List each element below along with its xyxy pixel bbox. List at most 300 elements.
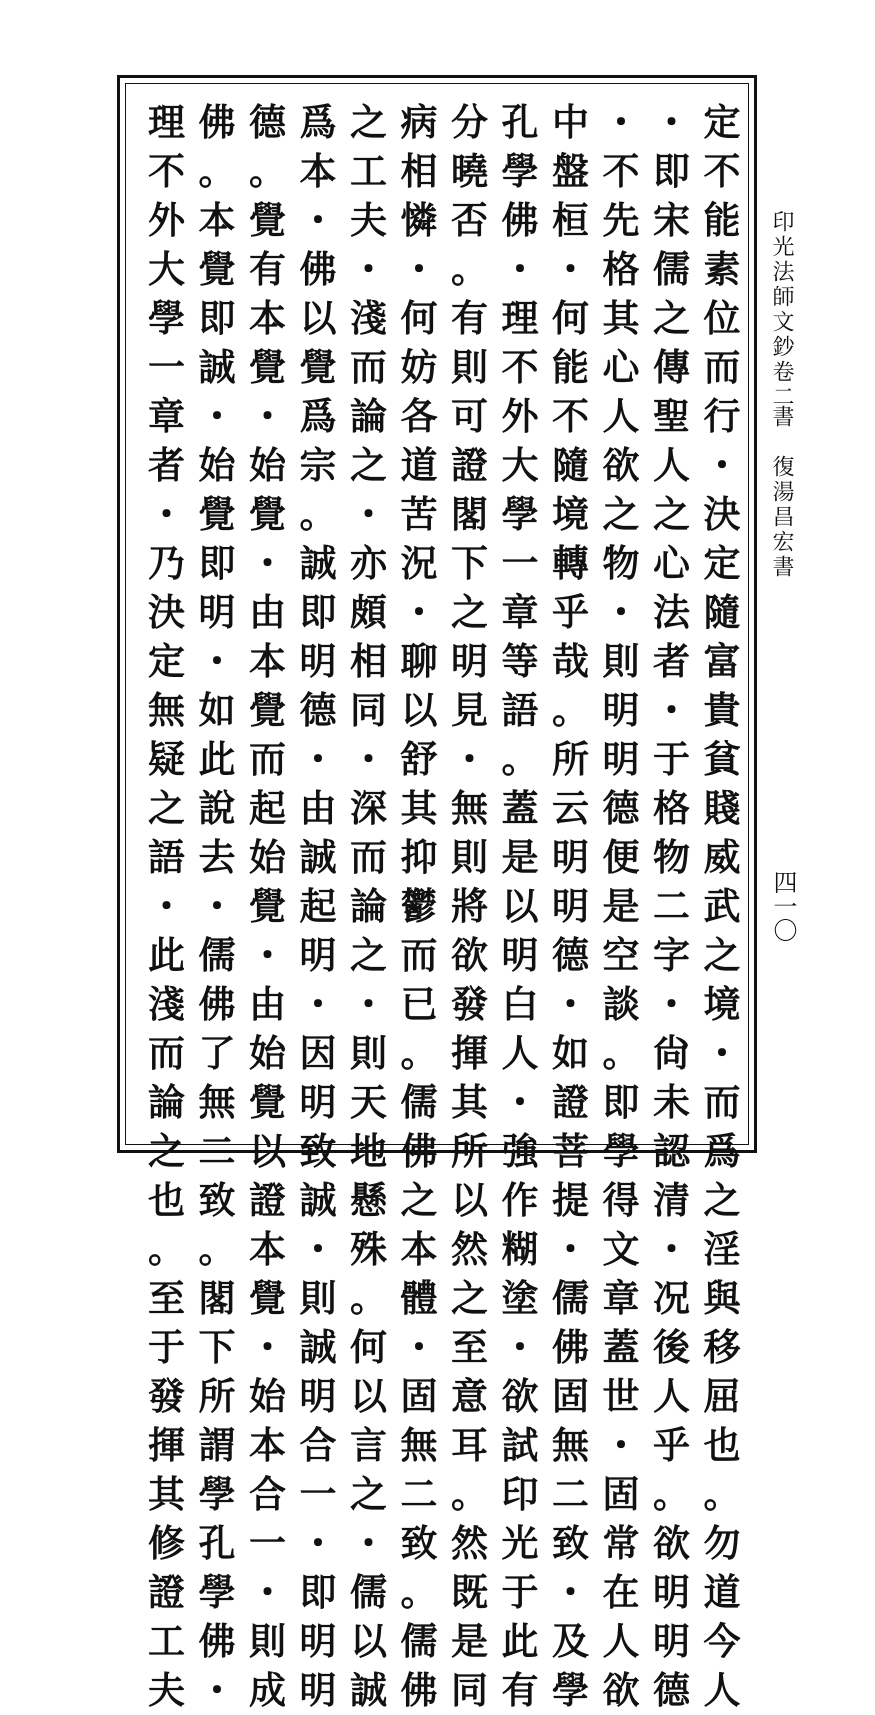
char: 隨 — [703, 590, 741, 634]
text-column — [343, 98, 395, 1712]
char: 儒 — [400, 1080, 438, 1124]
char: 本 — [249, 296, 286, 340]
char: 起 — [249, 786, 286, 830]
char: 。 — [451, 1472, 488, 1516]
text-column — [494, 98, 546, 1712]
char: ・ — [198, 394, 236, 438]
char: ・ — [552, 982, 589, 1026]
char: ・ — [148, 492, 185, 536]
char: 由 — [299, 786, 337, 830]
char: 。 — [602, 1031, 640, 1075]
char: 閣 — [451, 492, 488, 536]
char: 境 — [703, 982, 741, 1026]
char: 以 — [299, 296, 337, 340]
char: 一 — [148, 345, 185, 389]
char: 鬱 — [400, 884, 438, 928]
char: 物 — [653, 835, 690, 879]
char: 物 — [602, 541, 640, 585]
char: 固 — [602, 1472, 640, 1516]
char: 意 — [451, 1374, 488, 1418]
char: 是 — [501, 835, 539, 879]
char: 學 — [198, 1472, 236, 1516]
char: 儒 — [350, 1570, 387, 1614]
char: 天 — [350, 1080, 387, 1124]
text-column — [595, 98, 647, 1712]
char: 明 — [299, 1668, 337, 1712]
char: 明 — [198, 590, 236, 634]
char: 覺 — [299, 345, 337, 389]
char: 無 — [451, 786, 488, 830]
char: 論 — [350, 884, 387, 928]
char: 耳 — [451, 1423, 488, 1467]
char: 固 — [552, 1374, 589, 1418]
char: 之 — [350, 933, 387, 977]
char: 之 — [400, 1178, 438, 1222]
char: 工 — [350, 149, 387, 193]
char: 其 — [602, 296, 640, 340]
char: ・ — [552, 1570, 589, 1614]
char: 即 — [198, 296, 236, 340]
char: 本 — [198, 198, 236, 242]
char: 提 — [552, 1178, 589, 1222]
char: 語 — [501, 688, 539, 732]
char: 大 — [148, 247, 185, 291]
text-column — [444, 98, 496, 1712]
char: 。 — [249, 149, 286, 193]
char: 之 — [350, 443, 387, 487]
char: 轉 — [552, 541, 589, 585]
char: 明 — [299, 639, 337, 683]
char: 定 — [148, 639, 185, 683]
char: 誠 — [299, 1178, 337, 1222]
char: 宗 — [299, 443, 337, 487]
char: 德 — [552, 933, 589, 977]
char: 揮 — [451, 1031, 488, 1075]
char: 一 — [299, 1472, 337, 1516]
char: 。 — [552, 688, 589, 732]
char: 妨 — [400, 345, 438, 389]
char: 始 — [249, 1031, 286, 1075]
char: 疑 — [148, 737, 185, 781]
char: 位 — [703, 296, 741, 340]
char: 云 — [552, 786, 589, 830]
char: 。 — [198, 1227, 236, 1271]
char: 勿 — [703, 1521, 741, 1565]
char: 是 — [451, 1619, 488, 1663]
char: 覺 — [249, 492, 286, 536]
char: 學 — [602, 1129, 640, 1173]
char: 不 — [148, 149, 185, 193]
char: ・ — [350, 247, 387, 291]
char: 明 — [653, 1570, 690, 1614]
char: 因 — [299, 1031, 337, 1075]
char: 理 — [501, 296, 539, 340]
char: 覺 — [249, 688, 286, 732]
char: 無 — [552, 1423, 589, 1467]
char: 塗 — [501, 1276, 539, 1320]
char: ・ — [350, 492, 387, 536]
char: 况 — [653, 1276, 690, 1320]
char: 德 — [602, 786, 640, 830]
char: 佛 — [400, 1668, 438, 1712]
char: 則 — [249, 1619, 286, 1663]
text-column — [292, 98, 344, 1712]
char: 蓋 — [501, 786, 539, 830]
char: ・ — [350, 737, 387, 781]
char: 曉 — [451, 149, 488, 193]
char: 乎 — [653, 1423, 690, 1467]
char: ・ — [653, 982, 690, 1026]
char: 誠 — [350, 1668, 387, 1712]
char: 。 — [299, 492, 337, 536]
char: 欲 — [451, 933, 488, 977]
char: 則 — [451, 345, 488, 389]
char: 。 — [350, 1276, 387, 1320]
char: 學 — [501, 492, 539, 536]
char: 之 — [703, 933, 741, 977]
char: 佛 — [501, 198, 539, 242]
char: 下 — [198, 1325, 236, 1369]
text-column — [545, 98, 597, 1712]
char: 而 — [400, 933, 438, 977]
char: 固 — [400, 1374, 438, 1418]
char: 本 — [249, 1227, 286, 1271]
char: 。 — [198, 149, 236, 193]
char: 即 — [299, 590, 337, 634]
char: 也 — [148, 1178, 185, 1222]
char: 理 — [148, 100, 185, 144]
char: 可 — [451, 394, 488, 438]
char: 明 — [602, 688, 640, 732]
char: 誠 — [198, 345, 236, 389]
char: 心 — [602, 345, 640, 389]
char: 致 — [299, 1129, 337, 1173]
char: 致 — [552, 1521, 589, 1565]
char: 何 — [350, 1325, 387, 1369]
char: 先 — [602, 198, 640, 242]
text-column — [646, 98, 698, 1712]
char: 明 — [299, 1619, 337, 1663]
char: 便 — [602, 835, 640, 879]
char: 論 — [148, 1080, 185, 1124]
char: 即 — [653, 149, 690, 193]
char: 外 — [148, 198, 185, 242]
char: 其 — [451, 1080, 488, 1124]
char: 二 — [552, 1472, 589, 1516]
char: 然 — [451, 1227, 488, 1271]
char: 能 — [703, 198, 741, 242]
char: 則 — [350, 1031, 387, 1075]
char: 者 — [653, 639, 690, 683]
char: 也 — [703, 1423, 741, 1467]
char: 二 — [198, 1129, 236, 1173]
char: 乃 — [148, 541, 185, 585]
char: 之 — [602, 492, 640, 536]
char: 淺 — [148, 982, 185, 1026]
char: 而 — [249, 737, 286, 781]
char: 頗 — [350, 590, 387, 634]
char: ・ — [501, 1080, 539, 1124]
char: ・ — [552, 247, 589, 291]
char: 定 — [703, 541, 741, 585]
char: 。 — [703, 1472, 741, 1516]
char: ・ — [198, 1668, 236, 1712]
char: ・ — [198, 884, 236, 928]
char: 由 — [249, 590, 286, 634]
char: ・ — [602, 100, 640, 144]
char: 不 — [552, 394, 589, 438]
char: 欲 — [501, 1374, 539, 1418]
char: 。 — [451, 247, 488, 291]
char: 盤 — [552, 149, 589, 193]
char: 哉 — [552, 639, 589, 683]
char: 貴 — [703, 688, 741, 732]
char: 淫 — [703, 1227, 741, 1271]
char: ・ — [400, 590, 438, 634]
char: 學 — [198, 1570, 236, 1614]
char: 德 — [249, 100, 286, 144]
char: 清 — [653, 1178, 690, 1222]
char: 孔 — [501, 100, 539, 144]
char: 而 — [350, 345, 387, 389]
char: 人 — [653, 1374, 690, 1418]
char: 以 — [350, 1374, 387, 1418]
char: 覺 — [249, 1080, 286, 1124]
char: 即 — [198, 541, 236, 585]
char: 以 — [400, 688, 438, 732]
char: 是 — [602, 884, 640, 928]
char: 德 — [653, 1668, 690, 1712]
char: ・ — [501, 247, 539, 291]
char: 始 — [249, 835, 286, 879]
char: 之 — [703, 1178, 741, 1222]
char: 至 — [148, 1276, 185, 1320]
char: 爲 — [299, 394, 337, 438]
char: 儒 — [400, 1619, 438, 1663]
char: 宋 — [653, 198, 690, 242]
char: 字 — [653, 933, 690, 977]
char: ・ — [249, 1570, 286, 1614]
char: 各 — [400, 394, 438, 438]
char: 糊 — [501, 1227, 539, 1271]
char: 不 — [501, 345, 539, 389]
char: 不 — [703, 149, 741, 193]
char: 覺 — [249, 345, 286, 389]
char: 至 — [451, 1325, 488, 1369]
char: 貧 — [703, 737, 741, 781]
char: 謂 — [198, 1423, 236, 1467]
char: 之 — [350, 100, 387, 144]
char: 合 — [299, 1423, 337, 1467]
char: 揮 — [148, 1423, 185, 1467]
char: ・ — [653, 100, 690, 144]
char: 閣 — [198, 1276, 236, 1320]
char: 所 — [451, 1129, 488, 1173]
char: 爲 — [703, 1129, 741, 1173]
char: 一 — [501, 541, 539, 585]
char: 淺 — [350, 296, 387, 340]
char: 格 — [602, 247, 640, 291]
char: 後 — [653, 1325, 690, 1369]
char: 人 — [703, 1668, 741, 1712]
char: 乎 — [552, 590, 589, 634]
char: ・ — [350, 982, 387, 1026]
char: 德 — [299, 688, 337, 732]
char: 以 — [249, 1129, 286, 1173]
char: 明 — [552, 884, 589, 928]
char: 如 — [198, 688, 236, 732]
char: 。 — [148, 1227, 185, 1271]
char: 合 — [249, 1472, 286, 1516]
char: 夫 — [350, 198, 387, 242]
char: 夫 — [148, 1668, 185, 1712]
text-column — [191, 98, 243, 1712]
char: 不 — [602, 149, 640, 193]
char: 致 — [400, 1521, 438, 1565]
char: 儒 — [653, 247, 690, 291]
char: 中 — [552, 100, 589, 144]
char: 地 — [350, 1129, 387, 1173]
char: 武 — [703, 884, 741, 928]
char: 儒 — [198, 933, 236, 977]
char: 試 — [501, 1423, 539, 1467]
char: 覺 — [249, 884, 286, 928]
char: 然 — [451, 1521, 488, 1565]
char: 始 — [249, 443, 286, 487]
char: 大 — [501, 443, 539, 487]
char: 。 — [653, 1472, 690, 1516]
char: 證 — [249, 1178, 286, 1222]
char: 佛 — [198, 100, 236, 144]
char: 欲 — [653, 1521, 690, 1565]
char: 體 — [400, 1276, 438, 1320]
char: 此 — [148, 933, 185, 977]
char: 格 — [653, 786, 690, 830]
char: 于 — [653, 737, 690, 781]
char: 修 — [148, 1521, 185, 1565]
text-column — [242, 98, 294, 1712]
char: ・ — [198, 639, 236, 683]
char: 尙 — [653, 1031, 690, 1075]
char: 而 — [148, 1031, 185, 1075]
char: 欲 — [602, 1668, 640, 1712]
char: 所 — [552, 737, 589, 781]
char: 之 — [451, 1276, 488, 1320]
text-column — [393, 98, 445, 1712]
char: 本 — [400, 1227, 438, 1271]
char: 文 — [602, 1227, 640, 1271]
char: 見 — [451, 688, 488, 732]
char: 。 — [400, 1031, 438, 1075]
char: 人 — [602, 394, 640, 438]
char: 證 — [148, 1570, 185, 1614]
char: 同 — [451, 1668, 488, 1712]
char: ・ — [653, 1227, 690, 1271]
char: 如 — [552, 1031, 589, 1075]
char: 明 — [552, 835, 589, 879]
char: 菩 — [552, 1129, 589, 1173]
char: 殊 — [350, 1227, 387, 1271]
char: 行 — [703, 394, 741, 438]
char: 覺 — [249, 198, 286, 242]
char: 威 — [703, 835, 741, 879]
char: 常 — [602, 1521, 640, 1565]
char: 去 — [198, 835, 236, 879]
char: 決 — [703, 492, 741, 536]
char: 印 — [501, 1472, 539, 1516]
text-column — [696, 98, 748, 1712]
char: 以 — [501, 884, 539, 928]
char: 一 — [249, 1521, 286, 1565]
char: 將 — [451, 884, 488, 928]
char: 始 — [249, 1374, 286, 1418]
char: 二 — [400, 1472, 438, 1516]
char: 欲 — [602, 443, 640, 487]
char: 孔 — [198, 1521, 236, 1565]
char: 之 — [653, 492, 690, 536]
char: 道 — [400, 443, 438, 487]
char: 則 — [602, 639, 640, 683]
char: 即 — [299, 1570, 337, 1614]
char: 何 — [552, 296, 589, 340]
char: 同 — [350, 688, 387, 732]
char: ・ — [400, 1325, 438, 1369]
char: 而 — [350, 835, 387, 879]
char: 能 — [552, 345, 589, 389]
letter-title: 復湯昌宏書 — [769, 455, 794, 580]
char: ・ — [602, 590, 640, 634]
char: 已 — [400, 982, 438, 1026]
char: 之 — [148, 1129, 185, 1173]
char: 儒 — [552, 1276, 589, 1320]
char: 分 — [451, 100, 488, 144]
char: ・ — [299, 982, 337, 1026]
char: 。 — [501, 737, 539, 781]
char: 者 — [148, 443, 185, 487]
char: ・ — [299, 1227, 337, 1271]
char: 光 — [501, 1521, 539, 1565]
char: 隨 — [552, 443, 589, 487]
char: 章 — [602, 1276, 640, 1320]
char: 境 — [552, 492, 589, 536]
char: 章 — [501, 590, 539, 634]
char: 說 — [198, 786, 236, 830]
char: 佛 — [299, 247, 337, 291]
char: 以 — [451, 1178, 488, 1222]
char: 否 — [451, 198, 488, 242]
char: 聖 — [653, 394, 690, 438]
char: 證 — [451, 443, 488, 487]
char: 有 — [451, 296, 488, 340]
char: 及 — [552, 1619, 589, 1663]
char: 其 — [400, 786, 438, 830]
char: 決 — [148, 590, 185, 634]
char: 傳 — [653, 345, 690, 389]
page-number: 四一〇 — [769, 870, 797, 942]
char: ・ — [602, 1423, 640, 1467]
char: 未 — [653, 1080, 690, 1124]
char: 談 — [602, 982, 640, 1026]
char: 得 — [602, 1178, 640, 1222]
char: 外 — [501, 394, 539, 438]
char: 認 — [653, 1129, 690, 1173]
char: ・ — [299, 1521, 337, 1565]
side-margin — [760, 210, 800, 1130]
char: 蓋 — [602, 1325, 640, 1369]
char: 與 — [703, 1276, 741, 1320]
char: 此 — [198, 737, 236, 781]
char: 以 — [350, 1619, 387, 1663]
